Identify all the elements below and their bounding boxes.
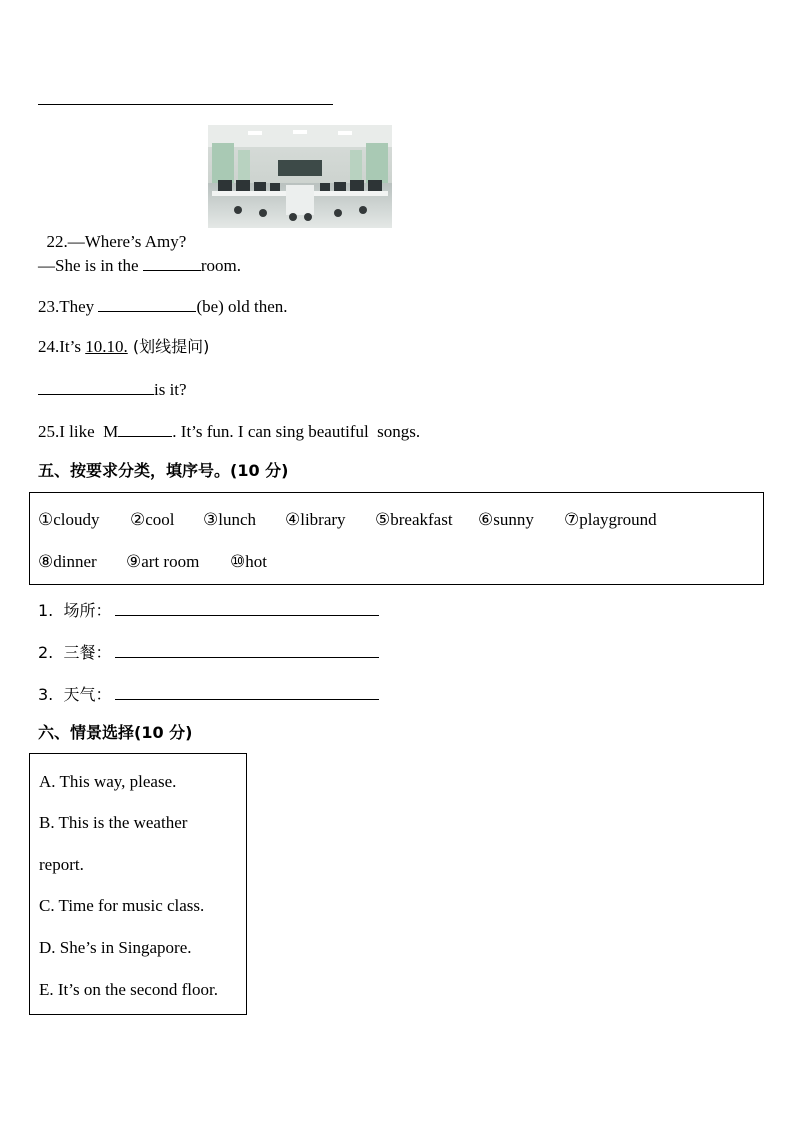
question-24-instruction: (划线提问) (127, 337, 210, 356)
option-8: ⑧dinner (38, 552, 97, 571)
option-6: ⑥sunny (478, 510, 534, 529)
option-10: ⑩hot (230, 552, 267, 571)
answer-field[interactable] (115, 682, 379, 700)
question-24-answer-suffix: is it? (154, 380, 187, 399)
option-9: ⑨art room (126, 552, 200, 571)
answer-line (38, 104, 333, 105)
answer-suffix: room. (200, 256, 241, 275)
option-e: E. It’s on the second floor. (39, 980, 218, 999)
question-23 (38, 295, 288, 317)
question-23-prefix: 23.They (38, 297, 99, 316)
word-options-box (29, 492, 764, 585)
computer-room-image (208, 125, 392, 228)
fill-blank[interactable] (38, 378, 154, 395)
option-1: ①cloudy (38, 510, 100, 529)
option-a: A. This way, please. (39, 772, 177, 791)
answer-prefix: —She is in the (38, 256, 143, 275)
question-24 (38, 337, 209, 357)
option-c: C. Time for music class. (39, 896, 205, 915)
question-24-underlined: 10.10. (85, 337, 128, 356)
answer-field[interactable] (115, 598, 379, 616)
category-weather (38, 682, 379, 705)
question-22 (38, 212, 186, 252)
category-label: 1. 场所： (38, 601, 112, 620)
question-23-suffix: (be) old then. (196, 297, 288, 316)
category-places (38, 598, 379, 621)
question-25-prefix: 25.I like M (38, 422, 119, 441)
fill-blank[interactable] (118, 420, 172, 437)
option-3: ③lunch (203, 510, 257, 529)
option-5: ⑤breakfast (375, 510, 453, 529)
situation-options-box (29, 753, 247, 1015)
option-b: B. This is the weather (39, 813, 188, 832)
option-7: ⑦playground (564, 510, 657, 529)
section-5-title: 五、按要求分类，填序号。(10 分) (38, 461, 289, 480)
category-meals (38, 640, 379, 663)
question-24-answer (38, 378, 187, 400)
option-d: D. She’s in Singapore. (39, 938, 192, 957)
question-22-answer (38, 254, 241, 276)
option-4: ④library (285, 510, 346, 529)
answer-field[interactable] (115, 640, 379, 658)
question-22-text: 22.—Where’s Amy? (46, 232, 187, 251)
fill-blank[interactable] (98, 295, 196, 312)
category-label: 3. 天气： (38, 685, 112, 704)
question-25 (38, 420, 420, 442)
option-2: ②cool (130, 510, 175, 529)
question-25-suffix: . It’s fun. I can sing beautiful songs. (172, 422, 421, 441)
section-6-title: 六、情景选择(10 分) (38, 723, 193, 742)
fill-blank[interactable] (143, 254, 201, 271)
category-label: 2. 三餐： (38, 643, 112, 662)
question-24-prefix: 24.It’s (38, 337, 86, 356)
option-b-continued: report. (39, 855, 84, 874)
